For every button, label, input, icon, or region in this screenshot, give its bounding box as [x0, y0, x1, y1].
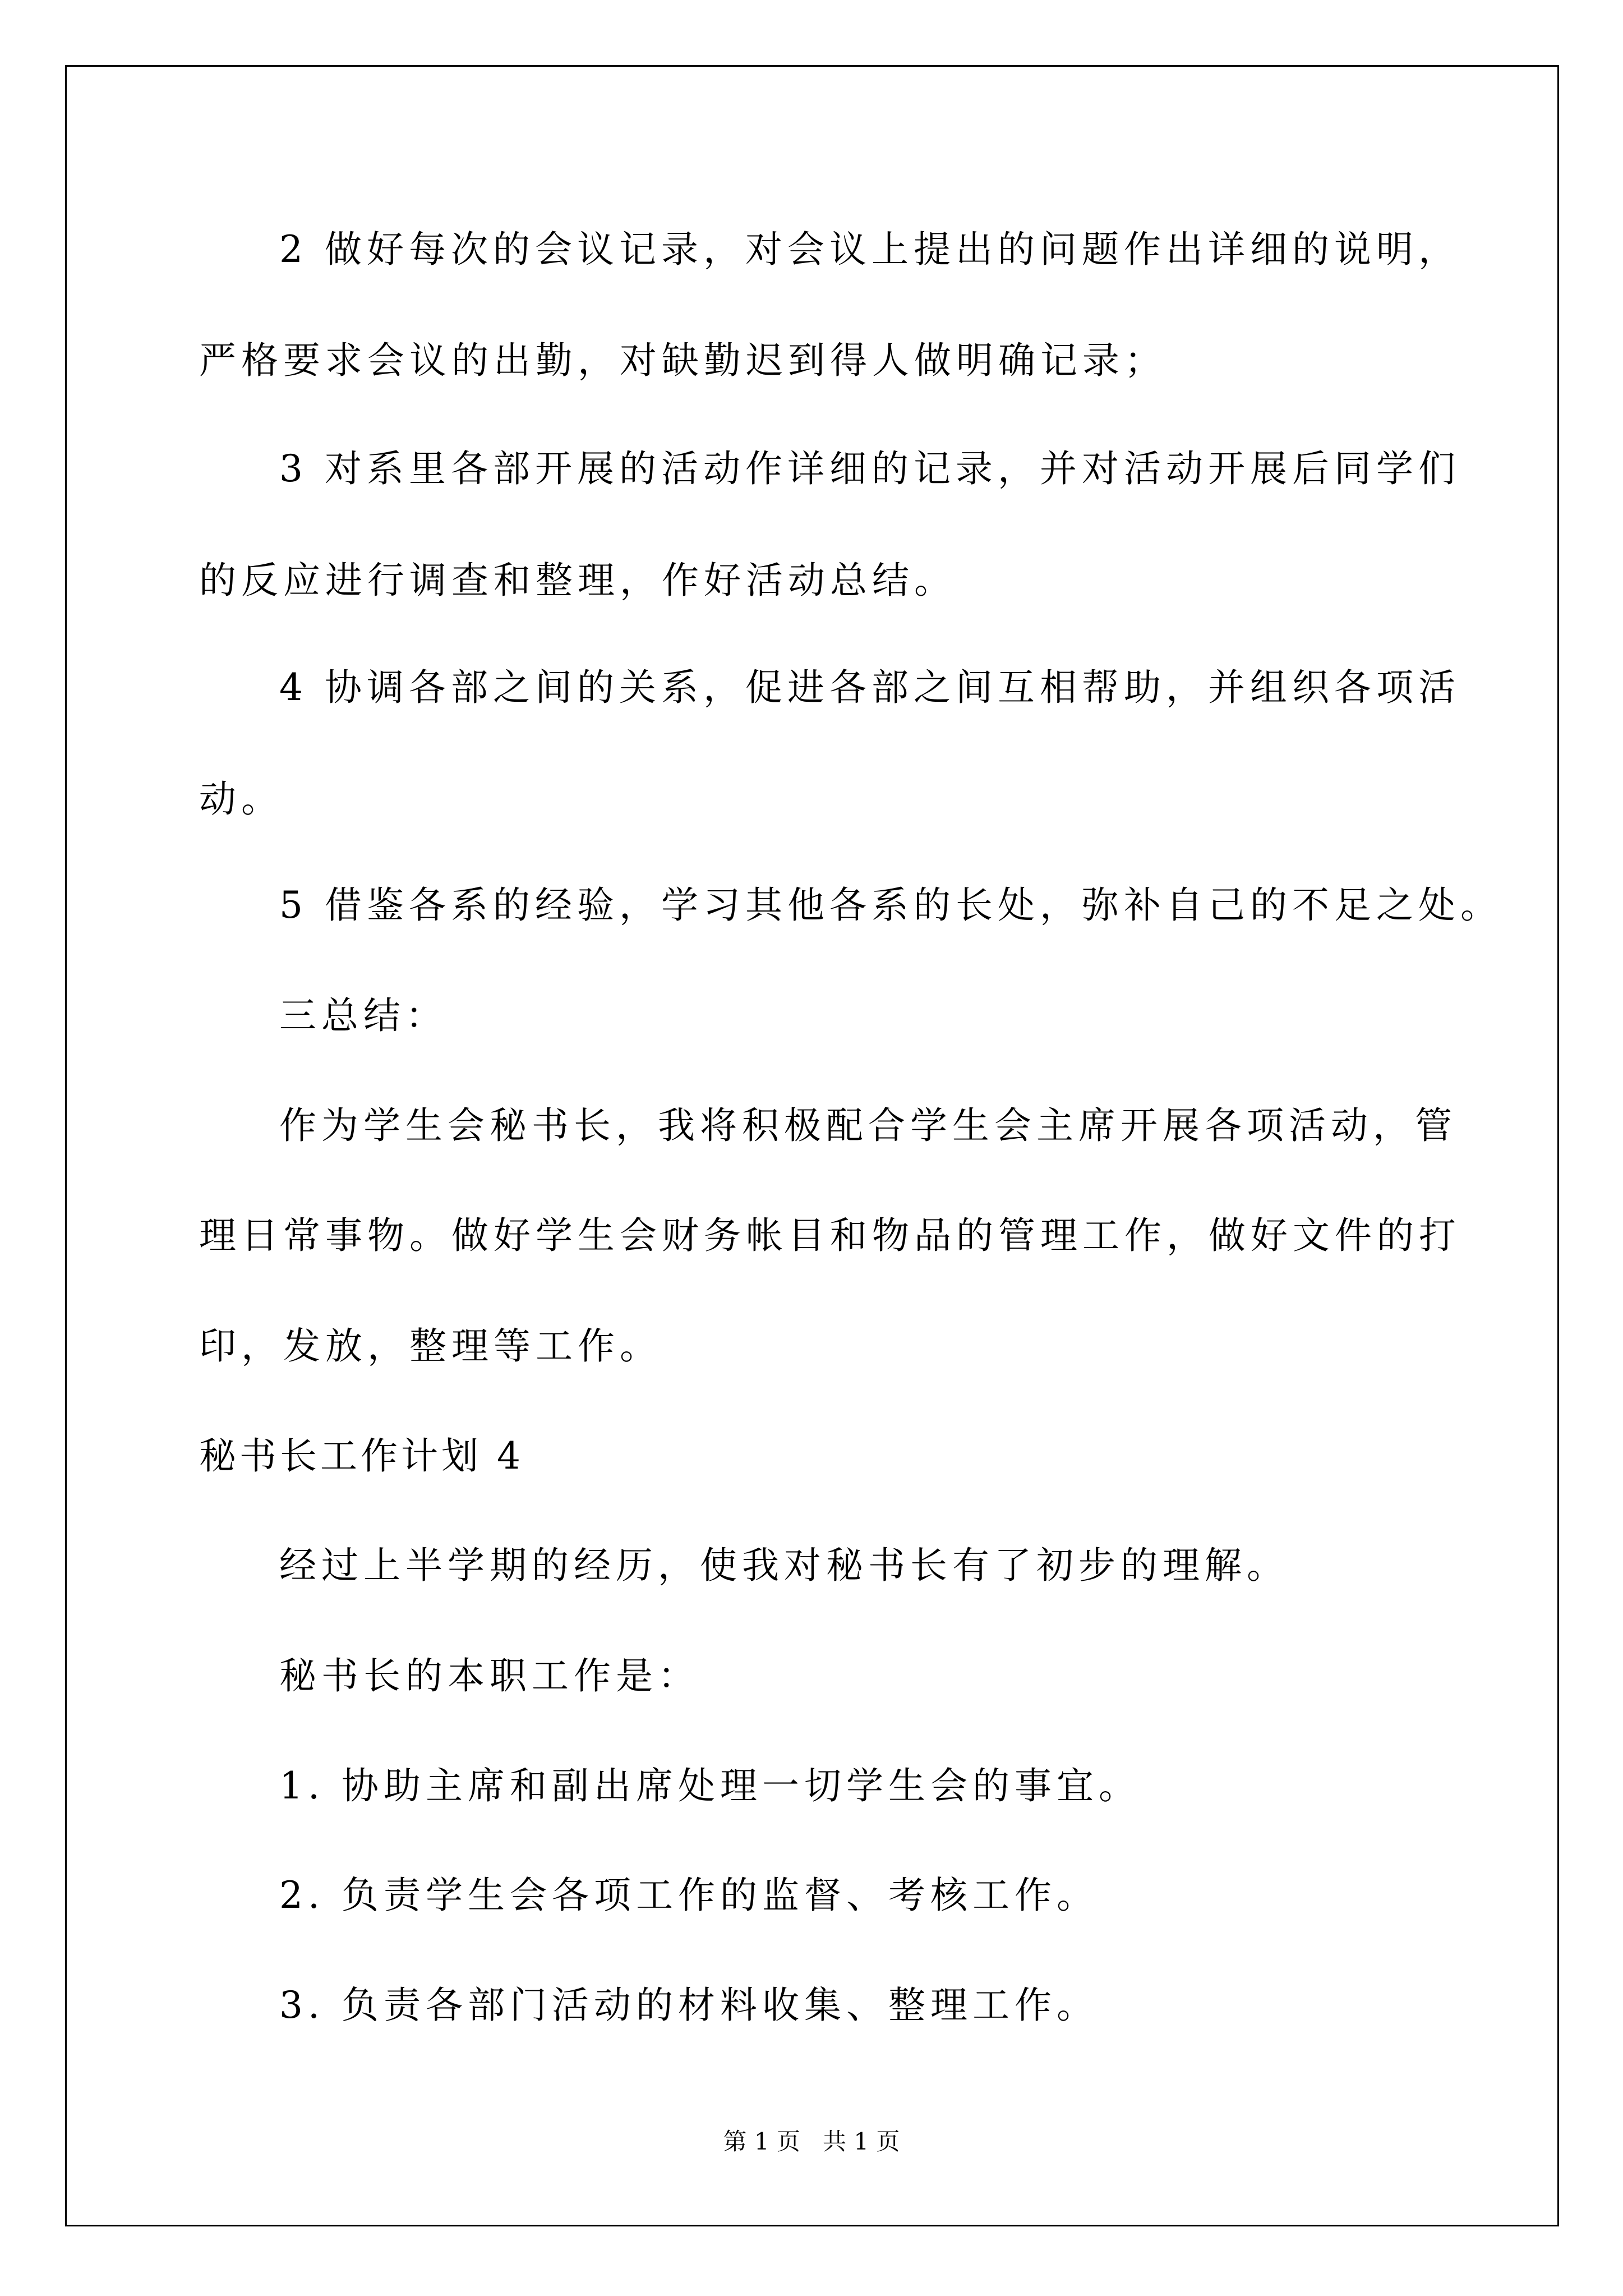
paragraph-line: 3 对系里各部开展的活动作详细的记录，并对活动开展后同学们 [279, 447, 1460, 490]
paragraph-line: 5 借鉴各系的经验，学习其他各系的长处，弥补自己的不足之处。 [279, 884, 1502, 927]
paragraph-line: 4 协调各部之间的关系，促进各部之间互相帮助，并组织各项活 [279, 666, 1460, 709]
list-item: 1. 协助主席和副出席处理一切学生会的事宜。 [279, 1764, 1141, 1807]
paragraph-line: 印，发放，整理等工作。 [199, 1324, 662, 1368]
list-item: 2. 负责学生会各项工作的监督、考核工作。 [279, 1874, 1099, 1917]
document-title: 秘书长工作计划 4 [199, 1434, 524, 1478]
paragraph-line: 严格要求会议的出勤，对缺勤迟到得人做明确记录； [199, 339, 1166, 382]
page-footer: 第 1 页 共 1 页 [723, 2128, 900, 2155]
paragraph-line: 理日常事物。做好学生会财务帐目和物品的管理工作，做好文件的打 [199, 1214, 1461, 1257]
paragraph-line: 的反应进行调查和整理，作好活动总结。 [199, 559, 956, 602]
paragraph-line: 动。 [199, 777, 283, 821]
paragraph-line: 2 做好每次的会议记录，对会议上提出的问题作出详细的说明， [279, 228, 1460, 271]
list-item: 3. 负责各部门活动的材料收集、整理工作。 [279, 1984, 1099, 2027]
paragraph-line: 经过上半学期的经历，使我对秘书长有了初步的理解。 [279, 1544, 1289, 1587]
section-heading: 三总结： [279, 994, 448, 1037]
paragraph-line: 作为学生会秘书长，我将积极配合学生会主席开展各项活动，管 [279, 1104, 1457, 1147]
paragraph-line: 秘书长的本职工作是： [279, 1654, 700, 1697]
